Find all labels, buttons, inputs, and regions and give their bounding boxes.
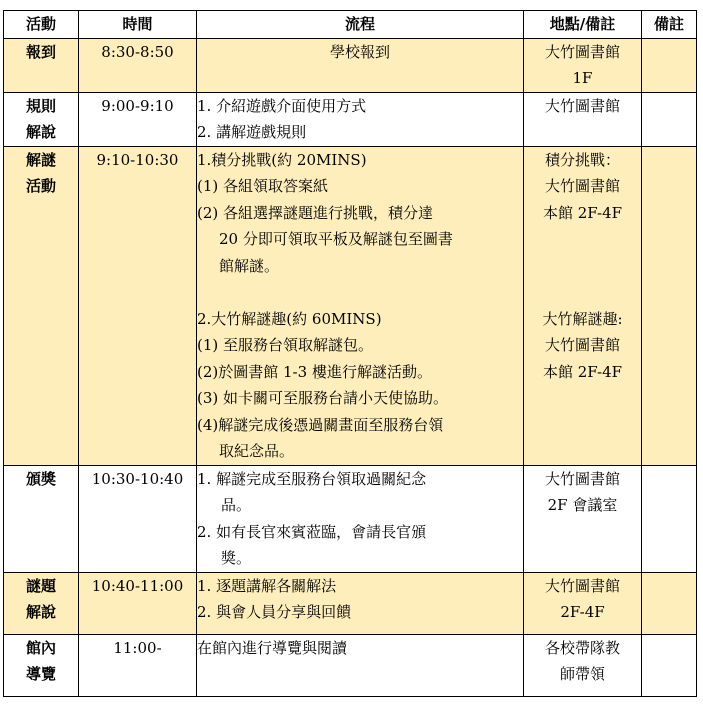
location-line: 師帶領 xyxy=(559,665,605,683)
time-cell: 8:30-8:50 xyxy=(79,38,197,92)
flow-cell xyxy=(197,634,524,696)
time-cell: 11:00- xyxy=(79,634,197,696)
header-row xyxy=(4,11,697,39)
activity-text: 導覽 xyxy=(25,665,56,683)
location-line: 1F xyxy=(572,69,593,87)
location-line: 大竹圖書館 xyxy=(544,96,620,115)
flow-cell xyxy=(197,146,524,465)
activity-cell xyxy=(4,38,79,92)
location-line: 本館 2F-4F xyxy=(542,203,623,222)
location-cell xyxy=(524,465,642,572)
flow-cell xyxy=(197,572,524,634)
location-line: 2F 會議室 xyxy=(547,496,618,514)
activity-text: 謎題 xyxy=(25,576,56,595)
activity-cell xyxy=(4,146,79,465)
flow-cell xyxy=(197,92,524,146)
time-cell: 9:00-9:10 xyxy=(79,92,197,146)
activity-text: 解說 xyxy=(25,123,56,141)
flow-line: (2) 各組選擇謎題進行挑戰，積分達 xyxy=(197,203,434,222)
flow-line: (2)於圖書館 1-3 樓進行解謎活動。 xyxy=(197,362,432,381)
activity-cell xyxy=(4,634,79,696)
activity-text: 解謎 xyxy=(25,150,56,169)
activity-text: 報到 xyxy=(25,42,56,61)
note-cell xyxy=(642,38,697,92)
activity-cell xyxy=(4,465,79,572)
flow-cell xyxy=(197,38,524,92)
spacer xyxy=(524,226,641,253)
flow-line: 獎。 xyxy=(221,549,252,567)
table-row xyxy=(4,38,697,92)
activity-text: 解說 xyxy=(25,603,56,621)
flow-line: (3) 如卡關可至服務台請小天使協助。 xyxy=(197,389,449,407)
activity-text: 頒獎 xyxy=(25,469,56,488)
location-line: 大竹圖書館 xyxy=(544,42,620,61)
flow-line: 1.積分挑戰(約 20MINS) xyxy=(197,150,367,169)
location-cell xyxy=(524,146,642,465)
note-cell xyxy=(642,634,697,696)
location-line: 大竹圖書館 xyxy=(544,469,620,488)
flow-line: 在館內進行導覽與閱讀 xyxy=(197,638,348,657)
location-line: 大竹圖書館 xyxy=(544,576,620,595)
location-line: 積分挑戰： xyxy=(544,150,620,169)
table-row xyxy=(4,92,697,146)
flow-line: 2. 與會人員分享與回饋 xyxy=(197,603,352,621)
location-line: 本館 2F-4F xyxy=(542,362,623,381)
location-cell xyxy=(524,92,642,146)
flow-line: 2. 講解遊戲規則 xyxy=(197,123,307,141)
location-line: 大竹解謎趣: xyxy=(542,309,623,328)
flow-line: 20 分即可領取平板及解謎包至圖書 xyxy=(219,230,453,248)
header-flow: 流程 xyxy=(197,11,524,39)
activity-cell xyxy=(4,572,79,634)
spacer xyxy=(524,279,641,306)
header-location: 地點/備註 xyxy=(524,11,642,39)
location-line: 大竹圖書館 xyxy=(544,177,620,195)
table-row xyxy=(4,146,697,465)
header-time: 時間 xyxy=(79,11,197,39)
location-cell xyxy=(524,572,642,634)
table-row xyxy=(4,572,697,634)
location-cell xyxy=(524,38,642,92)
header-note: 備註 xyxy=(642,11,697,39)
flow-cell xyxy=(197,465,524,572)
flow-line: 2.大竹解謎趣(約 60MINS) xyxy=(197,309,382,328)
time-cell: 10:40-11:00 xyxy=(79,572,197,634)
header-activity: 活動 xyxy=(4,11,79,39)
flow-line: (4)解謎完成後憑過關畫面至服務台領 xyxy=(197,415,444,434)
flow-line: 品。 xyxy=(221,496,252,514)
spacer xyxy=(524,253,641,280)
time-cell: 10:30-10:40 xyxy=(79,465,197,572)
flow-line: 館解謎。 xyxy=(219,256,280,275)
note-cell xyxy=(642,146,697,465)
table-row xyxy=(4,465,697,572)
time-cell: 9:10-10:30 xyxy=(79,146,197,465)
flow-line: 2. 如有長官來賓蒞臨，會請長官頒 xyxy=(197,522,427,541)
flow-line: 學校報到 xyxy=(329,42,390,61)
activity-text: 館內 xyxy=(25,638,56,657)
activity-text: 活動 xyxy=(25,177,56,195)
spacer xyxy=(197,279,523,306)
flow-line: 1. 介紹遊戲介面使用方式 xyxy=(197,96,367,115)
flow-line: (1) 至服務台領取解謎包。 xyxy=(197,336,374,354)
location-line: 各校帶隊教 xyxy=(544,638,620,657)
note-cell xyxy=(642,572,697,634)
note-cell xyxy=(642,92,697,146)
activity-text: 規則 xyxy=(25,96,56,115)
table-row xyxy=(4,634,697,696)
flow-line: 取紀念品。 xyxy=(219,442,295,460)
flow-line: 1. 逐題講解各關解法 xyxy=(197,576,337,595)
location-line: 大竹圖書館 xyxy=(544,336,620,354)
flow-line: (1) 各組領取答案紙 xyxy=(197,177,329,195)
activity-cell xyxy=(4,92,79,146)
flow-line: 1. 解謎完成至服務台領取過關紀念 xyxy=(197,469,427,488)
location-cell xyxy=(524,634,642,696)
note-cell xyxy=(642,465,697,572)
schedule-table xyxy=(3,10,697,697)
location-line: 2F-4F xyxy=(560,603,605,621)
